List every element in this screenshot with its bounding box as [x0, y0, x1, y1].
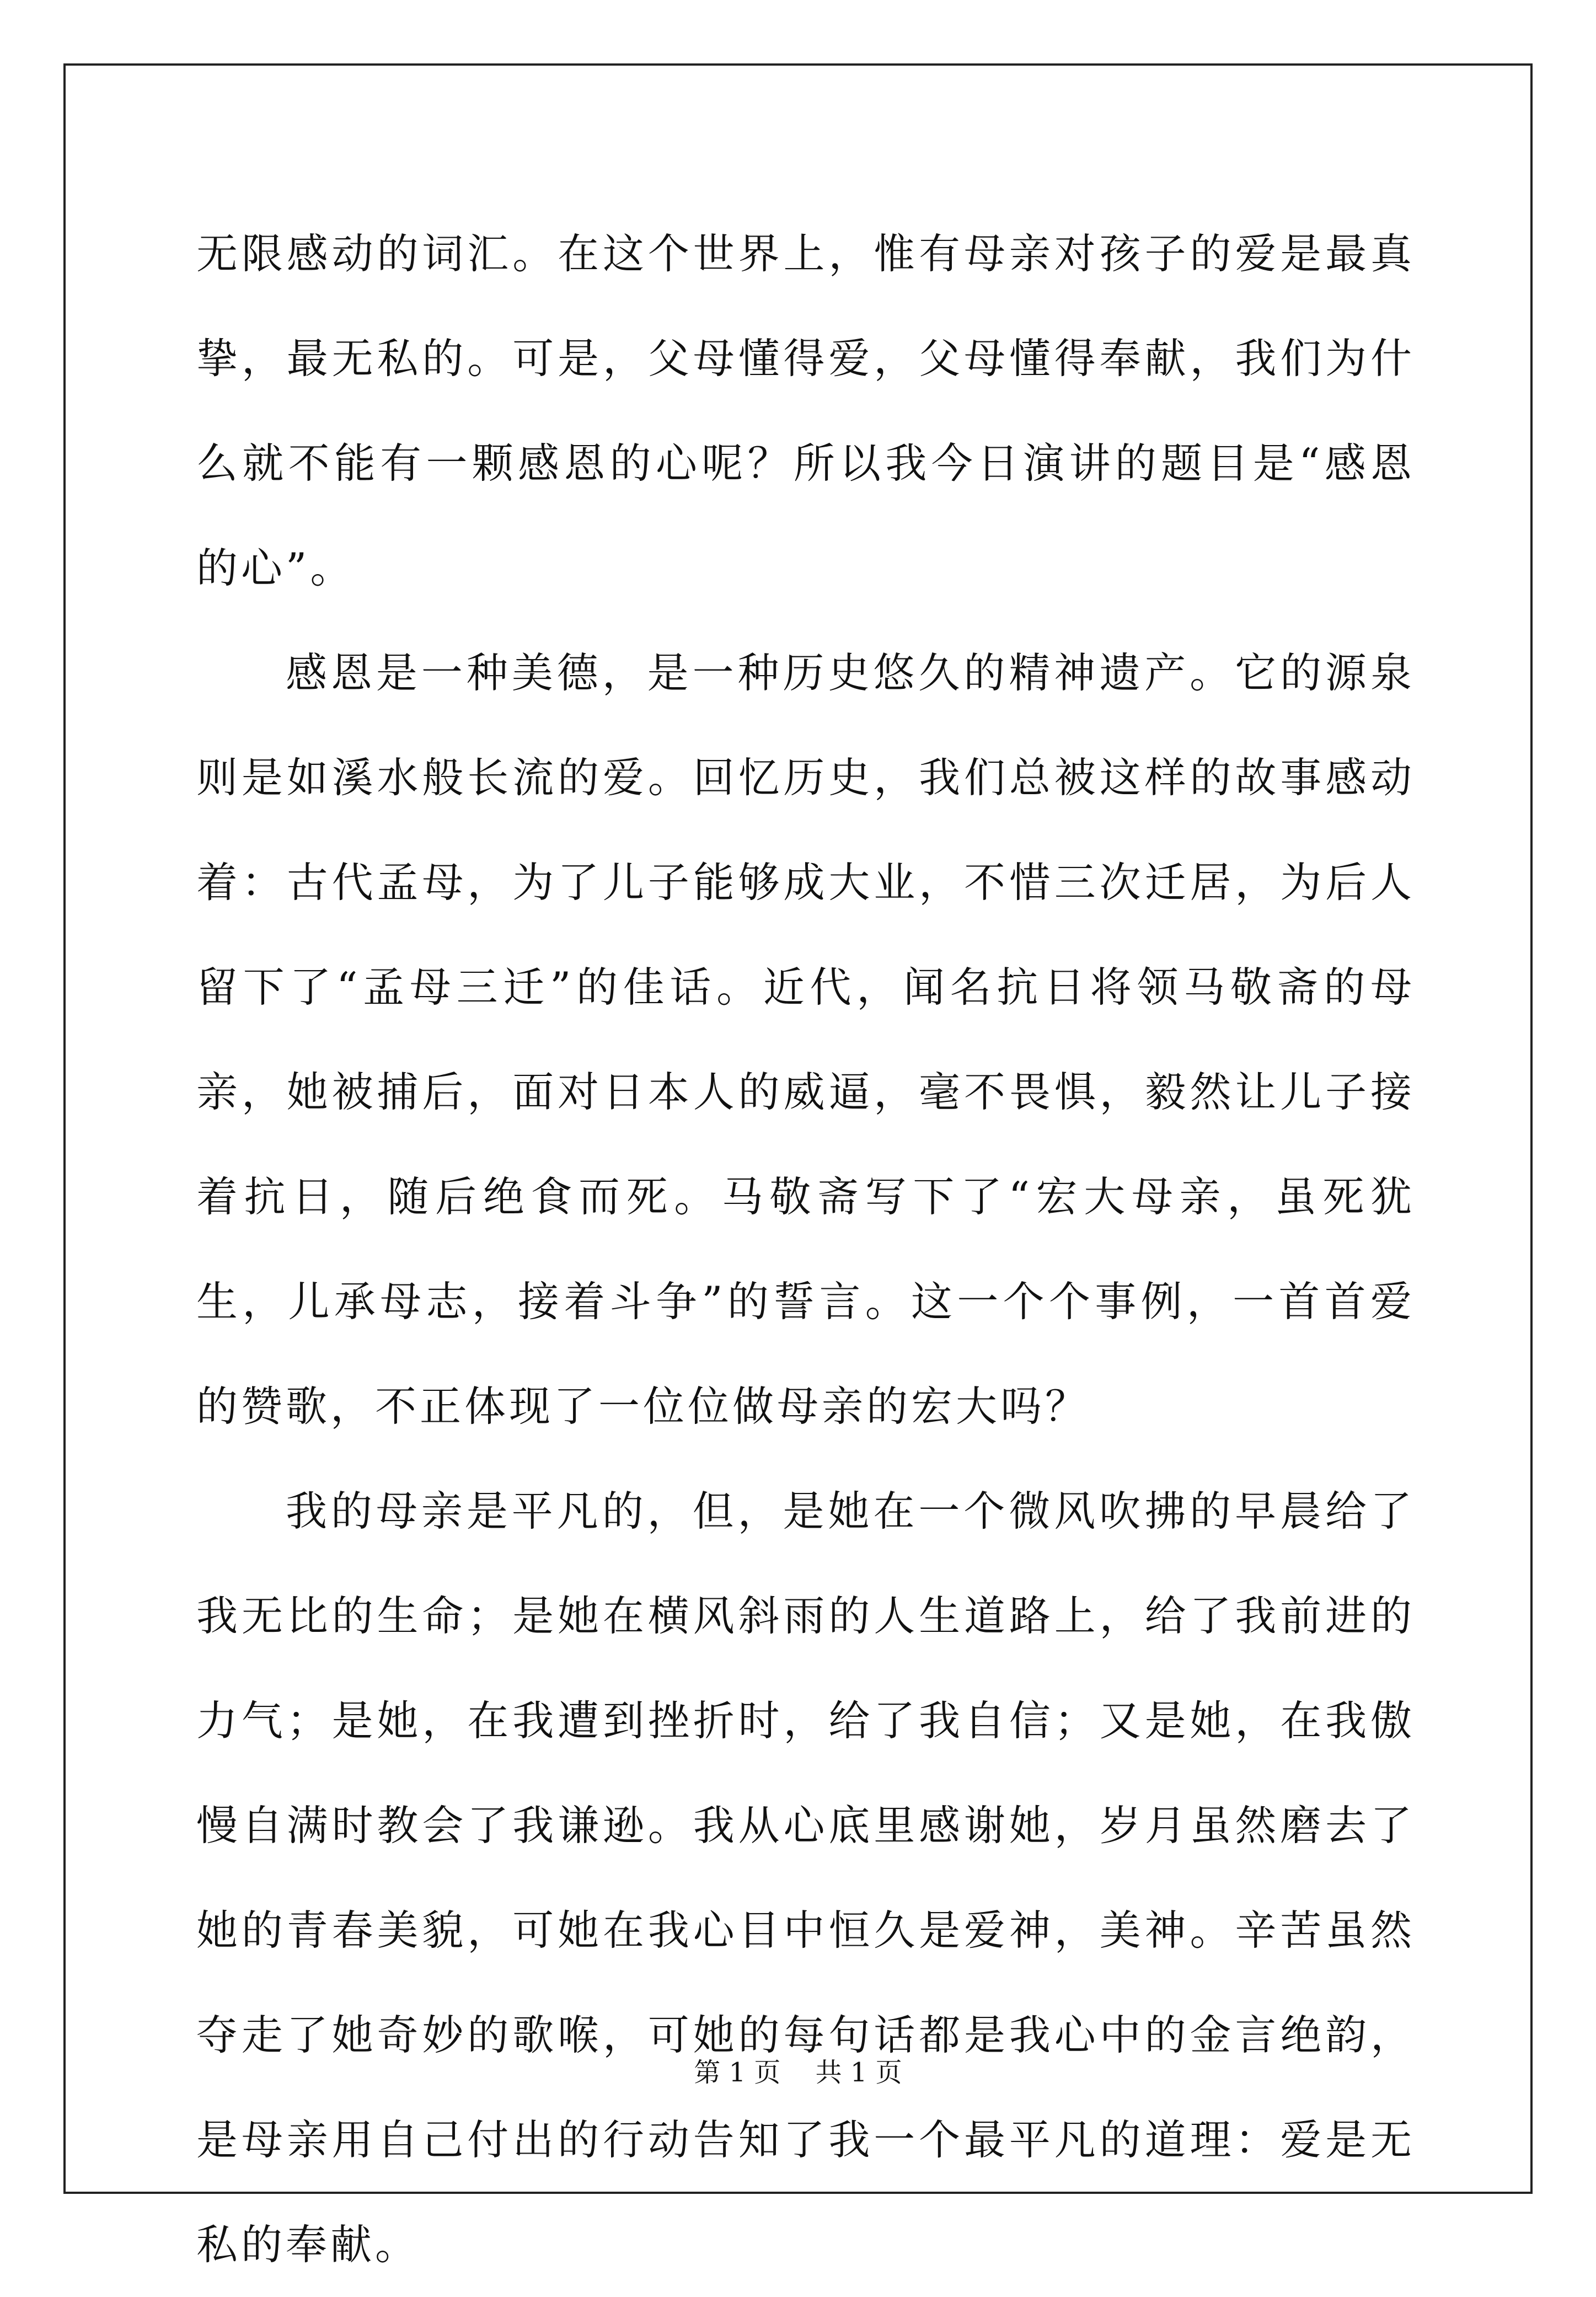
page-number-footer: 第 1 页 共 1 页 [694, 2057, 902, 2088]
document-body [196, 201, 1415, 2297]
paragraph-1: 无限感动的词汇。在这个世界上，惟有母亲对孩子的爱是最真挚，最无私的。可是，父母懂得爱，父母懂得奉献，我们为什么就不能有一颗感恩的心呢？所以我今日演讲的题目是“感恩的心”。 [196, 229, 1415, 592]
paragraph-2: 感恩是一种美德，是一种历史悠久的精神遗产。它的源泉则是如溪水般长流的爱。回忆历史，我们总被这样的故事感动着：古代孟母，为了儿子能够成大业，不惜三次迁居，为后人留下了“孟母三迁”的佳话。近代，闻名抗日将领马敬斋的母亲，她被捕后，面对日本人的威逼，毫不畏惧，毅然让儿子接着抗日，随后绝食而死。马敬斋写下了“宏大母亲，虽死犹生，儿承母志，接着斗争”的誓言。这一个个事例，一首首爱的赞歌，不正体现了一位位做母亲的宏大吗？ [196, 649, 1415, 1431]
paragraph-3: 我的母亲是平凡的，但，是她在一个微风吹拂的早晨给了我无比的生命；是她在横风斜雨的人生道路上，给了我前进的力气；是她，在我遭到挫折时，给了我自信；又是她，在我傲慢自满时教会了我谦逊。我从心底里感谢她，岁月虽然磨去了她的青春美貌，可她在我心目中恒久是爱神，美神。辛苦虽然夺走了她奇妙的歌喉，可她的每句话都是我心中的金言绝韵，是母亲用自己付出的行动告知了我一个最平凡的道理：爱是无私的奉献。 [196, 1487, 1415, 2269]
